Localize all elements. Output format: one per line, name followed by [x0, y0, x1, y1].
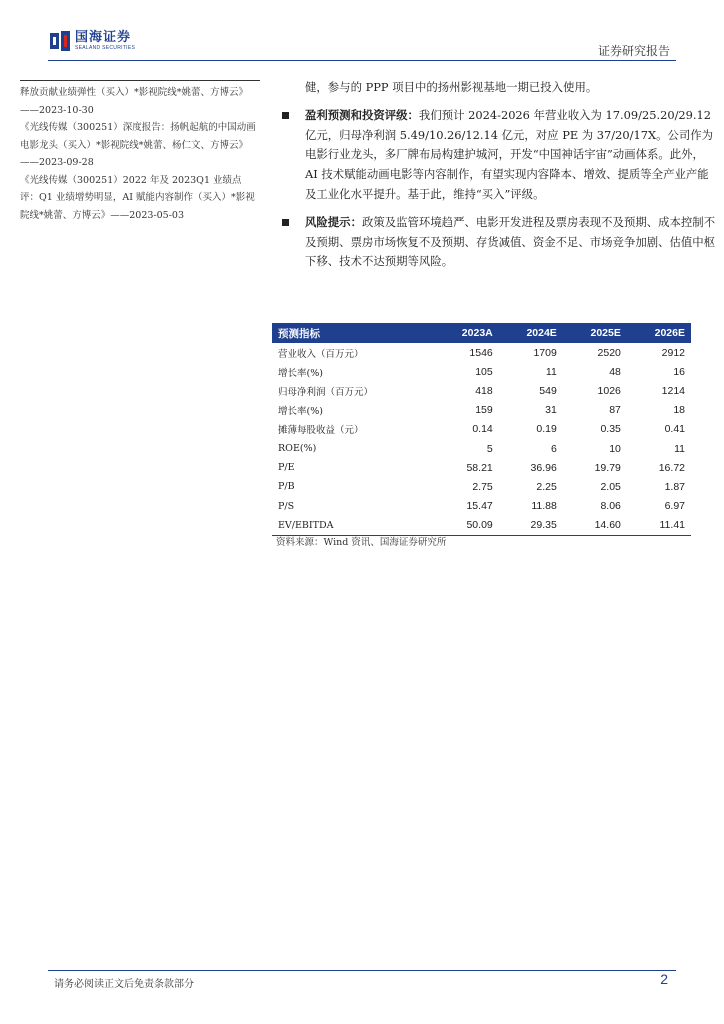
table-cell: P/S	[278, 500, 295, 512]
footer-disclaimer: 请务必阅读正文后免责条款部分	[54, 979, 194, 990]
table-cell: EV/EBITDA	[272, 516, 434, 536]
table-cell: 1026	[597, 384, 621, 397]
table-cell: 11	[674, 442, 685, 455]
table-cell: 16.72	[658, 461, 685, 474]
table-cell: 增长率(%)	[278, 367, 323, 379]
forecast-text: 我们预计 2024-2026 年营业收入为 17.09/25.20/29.12 亿元，归母净利润 5.49/10.26/12.14 亿元，对应 PE 为 37/20/17X。公司作为电影行业龙头，多厂牌布局构建护城河，开发“中国神话宇宙”动画体系。此外，AI 技术赋能动画电影等内容制作，有望实现内容降本、增效、提质等全产业产能及工业化水平提升。基于此，维持“买入”评级。	[305, 107, 714, 201]
table-cell: 1709	[533, 346, 557, 359]
table-cell: 11.41	[627, 516, 691, 536]
table-cell: 2.05	[600, 480, 621, 493]
table-cell: 8.06	[600, 500, 621, 513]
table-cell: 19.79	[594, 461, 621, 474]
table-cell: P/B	[278, 481, 295, 493]
table-header-cell: 2024E	[499, 323, 563, 343]
table-cell: 31	[545, 404, 557, 417]
table-row	[272, 477, 691, 496]
forecast-paragraph	[278, 106, 716, 205]
table-source-note: 资料来源：Wind 资讯、国海证券研究所	[276, 537, 447, 548]
table-row	[272, 362, 691, 381]
table-cell: 6	[550, 442, 557, 455]
table-cell: 0.35	[600, 423, 621, 436]
risk-title: 风险提示：	[305, 214, 362, 229]
table-cell: 159	[475, 404, 493, 417]
table-cell: ROE(%)	[278, 443, 317, 455]
table-cell: 29.35	[499, 516, 563, 536]
related-report-item: 释放贡献业绩弹性（买入）*影视院线*姚蕾、方博云》——2023-10-30	[20, 87, 249, 116]
table-row	[272, 401, 691, 420]
table-row	[272, 343, 691, 362]
header-divider	[48, 60, 676, 61]
table-cell: 1.87	[664, 480, 685, 493]
table-cell: 增长率(%)	[278, 406, 323, 418]
page-number: 2	[660, 971, 668, 987]
table-cell: 58.21	[466, 461, 493, 474]
main-text	[278, 78, 716, 272]
table-cell: 15.47	[466, 500, 493, 513]
square-bullet-icon	[282, 219, 289, 226]
continuation-paragraph: 健，参与的 PPP 项目中的扬州影视基地一期已投入使用。	[305, 80, 598, 94]
table-cell: 549	[539, 384, 557, 397]
table-cell: 0.19	[536, 423, 557, 436]
table-header-row	[272, 323, 691, 343]
table-cell: 2.25	[536, 480, 557, 493]
logo-text-en: SEALAND SECURITIES	[75, 45, 136, 51]
table-cell: P/E	[278, 462, 295, 474]
table-header-cell: 2025E	[563, 323, 627, 343]
table-cell: 418	[475, 384, 493, 397]
logo-mark-icon	[50, 31, 70, 51]
risk-text: 政策及监管环境趋严、电影开发进程及票房表现不及预期、成本控制不及预期、票房市场恢复不及预期、存货减值、资金不足、市场竞争加剧、估值中枢下移、技术不达预期等风险。	[305, 214, 716, 269]
table-cell: 2520	[597, 346, 621, 359]
table-cell: 0.14	[472, 423, 493, 436]
table-cell: 48	[609, 365, 621, 378]
table-cell: 16	[673, 365, 685, 378]
table-cell: 105	[475, 365, 493, 378]
table-cell: 营业收入（百万元）	[278, 348, 364, 360]
related-report-item: 《光线传媒（300251）深度报告：扬帆起航的中国动画电影龙头（买入）*影视院线*姚蕾、杨仁文、方博云》——2023-09-28	[20, 122, 256, 168]
table-cell: 6.97	[664, 500, 685, 513]
table-cell: 11.88	[531, 500, 557, 513]
table-header-cell: 2023A	[434, 323, 499, 343]
table-cell: 归母净利润（百万元）	[278, 386, 374, 398]
table-cell: 2.75	[472, 480, 493, 493]
table-cell: 2912	[661, 346, 685, 359]
table-cell: 0.41	[664, 423, 685, 436]
logo-text-cn: 国海证券	[75, 30, 132, 45]
table-cell: 87	[609, 404, 621, 417]
table-row	[272, 458, 691, 477]
related-report-item: 《光线传媒（300251）2022 年及 2023Q1 业绩点评：Q1 业绩增势明显，AI 赋能内容制作（买入）*影视院线*姚蕾、方博云》——2023-05-03	[20, 174, 255, 221]
risk-paragraph	[278, 213, 716, 272]
footer-divider	[48, 970, 676, 971]
table-cell: 18	[673, 404, 685, 417]
table-row	[272, 516, 691, 536]
related-reports	[20, 80, 260, 224]
table-cell: 14.60	[563, 516, 627, 536]
table-cell: 摊薄每股收益（元）	[278, 425, 364, 437]
forecast-table	[272, 323, 691, 536]
table-cell: 36.96	[530, 461, 557, 474]
table-row	[272, 439, 691, 458]
table-cell: 10	[609, 442, 621, 455]
forecast-title: 盈利预测和投资评级：	[305, 107, 419, 122]
table-header-cell: 2026E	[627, 323, 691, 343]
table-row	[272, 497, 691, 516]
table-cell: 5	[486, 442, 493, 455]
table-row	[272, 420, 691, 439]
report-type-label: 证券研究报告	[597, 44, 670, 58]
table-header-cell: 预测指标	[272, 323, 434, 343]
table-cell: 1214	[661, 384, 685, 397]
company-logo	[50, 31, 135, 51]
table-cell: 50.09	[434, 516, 499, 536]
table-cell: 11	[545, 365, 557, 378]
square-bullet-icon	[282, 112, 289, 119]
table-cell: 1546	[469, 346, 493, 359]
table-row	[272, 381, 691, 400]
